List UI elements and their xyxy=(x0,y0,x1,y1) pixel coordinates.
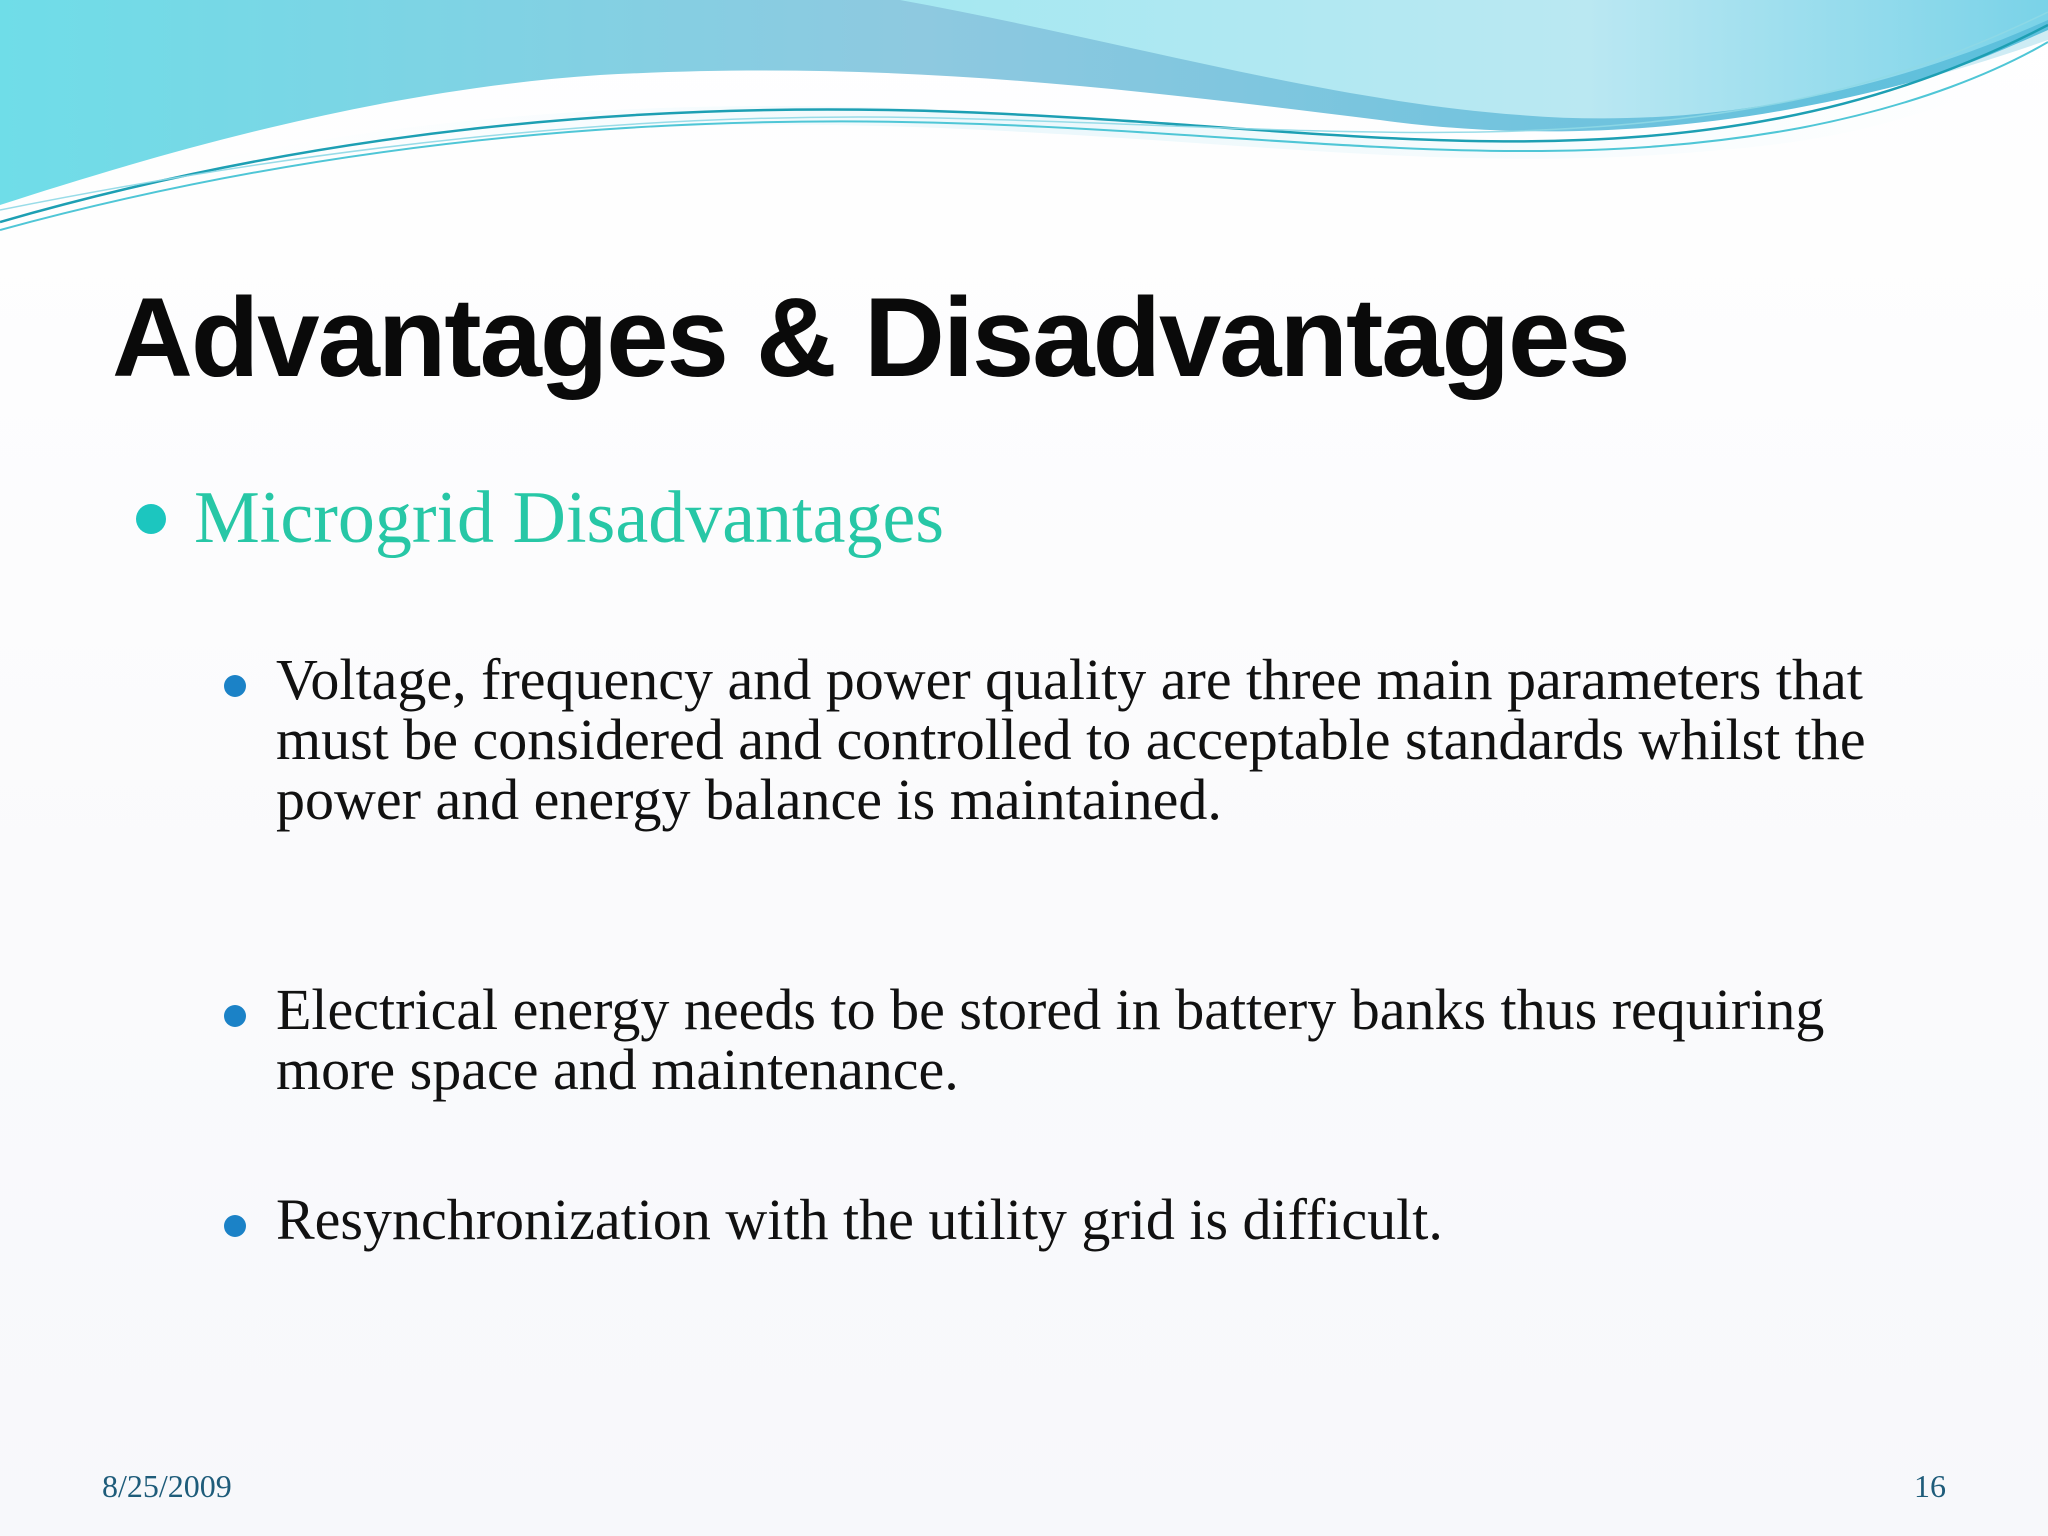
decorative-wave-header xyxy=(0,0,2048,240)
section-heading: Microgrid Disadvantages xyxy=(194,477,945,559)
bullet-text: Resynchronization with the utility grid is difficult. xyxy=(276,1187,1443,1252)
bullet-text: Electrical energy needs to be stored in battery banks thus requiring more space and maintenance. xyxy=(276,977,1825,1102)
bullet-icon xyxy=(224,1215,246,1237)
footer-date: 8/25/2009 xyxy=(102,1468,232,1504)
page-number: 16 xyxy=(1914,1468,1946,1504)
slide-title: Advantages & Disadvantages xyxy=(112,275,1629,400)
bullet-icon xyxy=(224,675,246,697)
bullet-icon xyxy=(224,1005,246,1027)
section-bullet-icon xyxy=(136,504,166,534)
section-heading-row xyxy=(136,478,944,559)
bullet-text: Voltage, frequency and power quality are three main parameters that must be considered and controlled to acceptable standards whilst the power and energy balance is maintained. xyxy=(276,647,1866,832)
